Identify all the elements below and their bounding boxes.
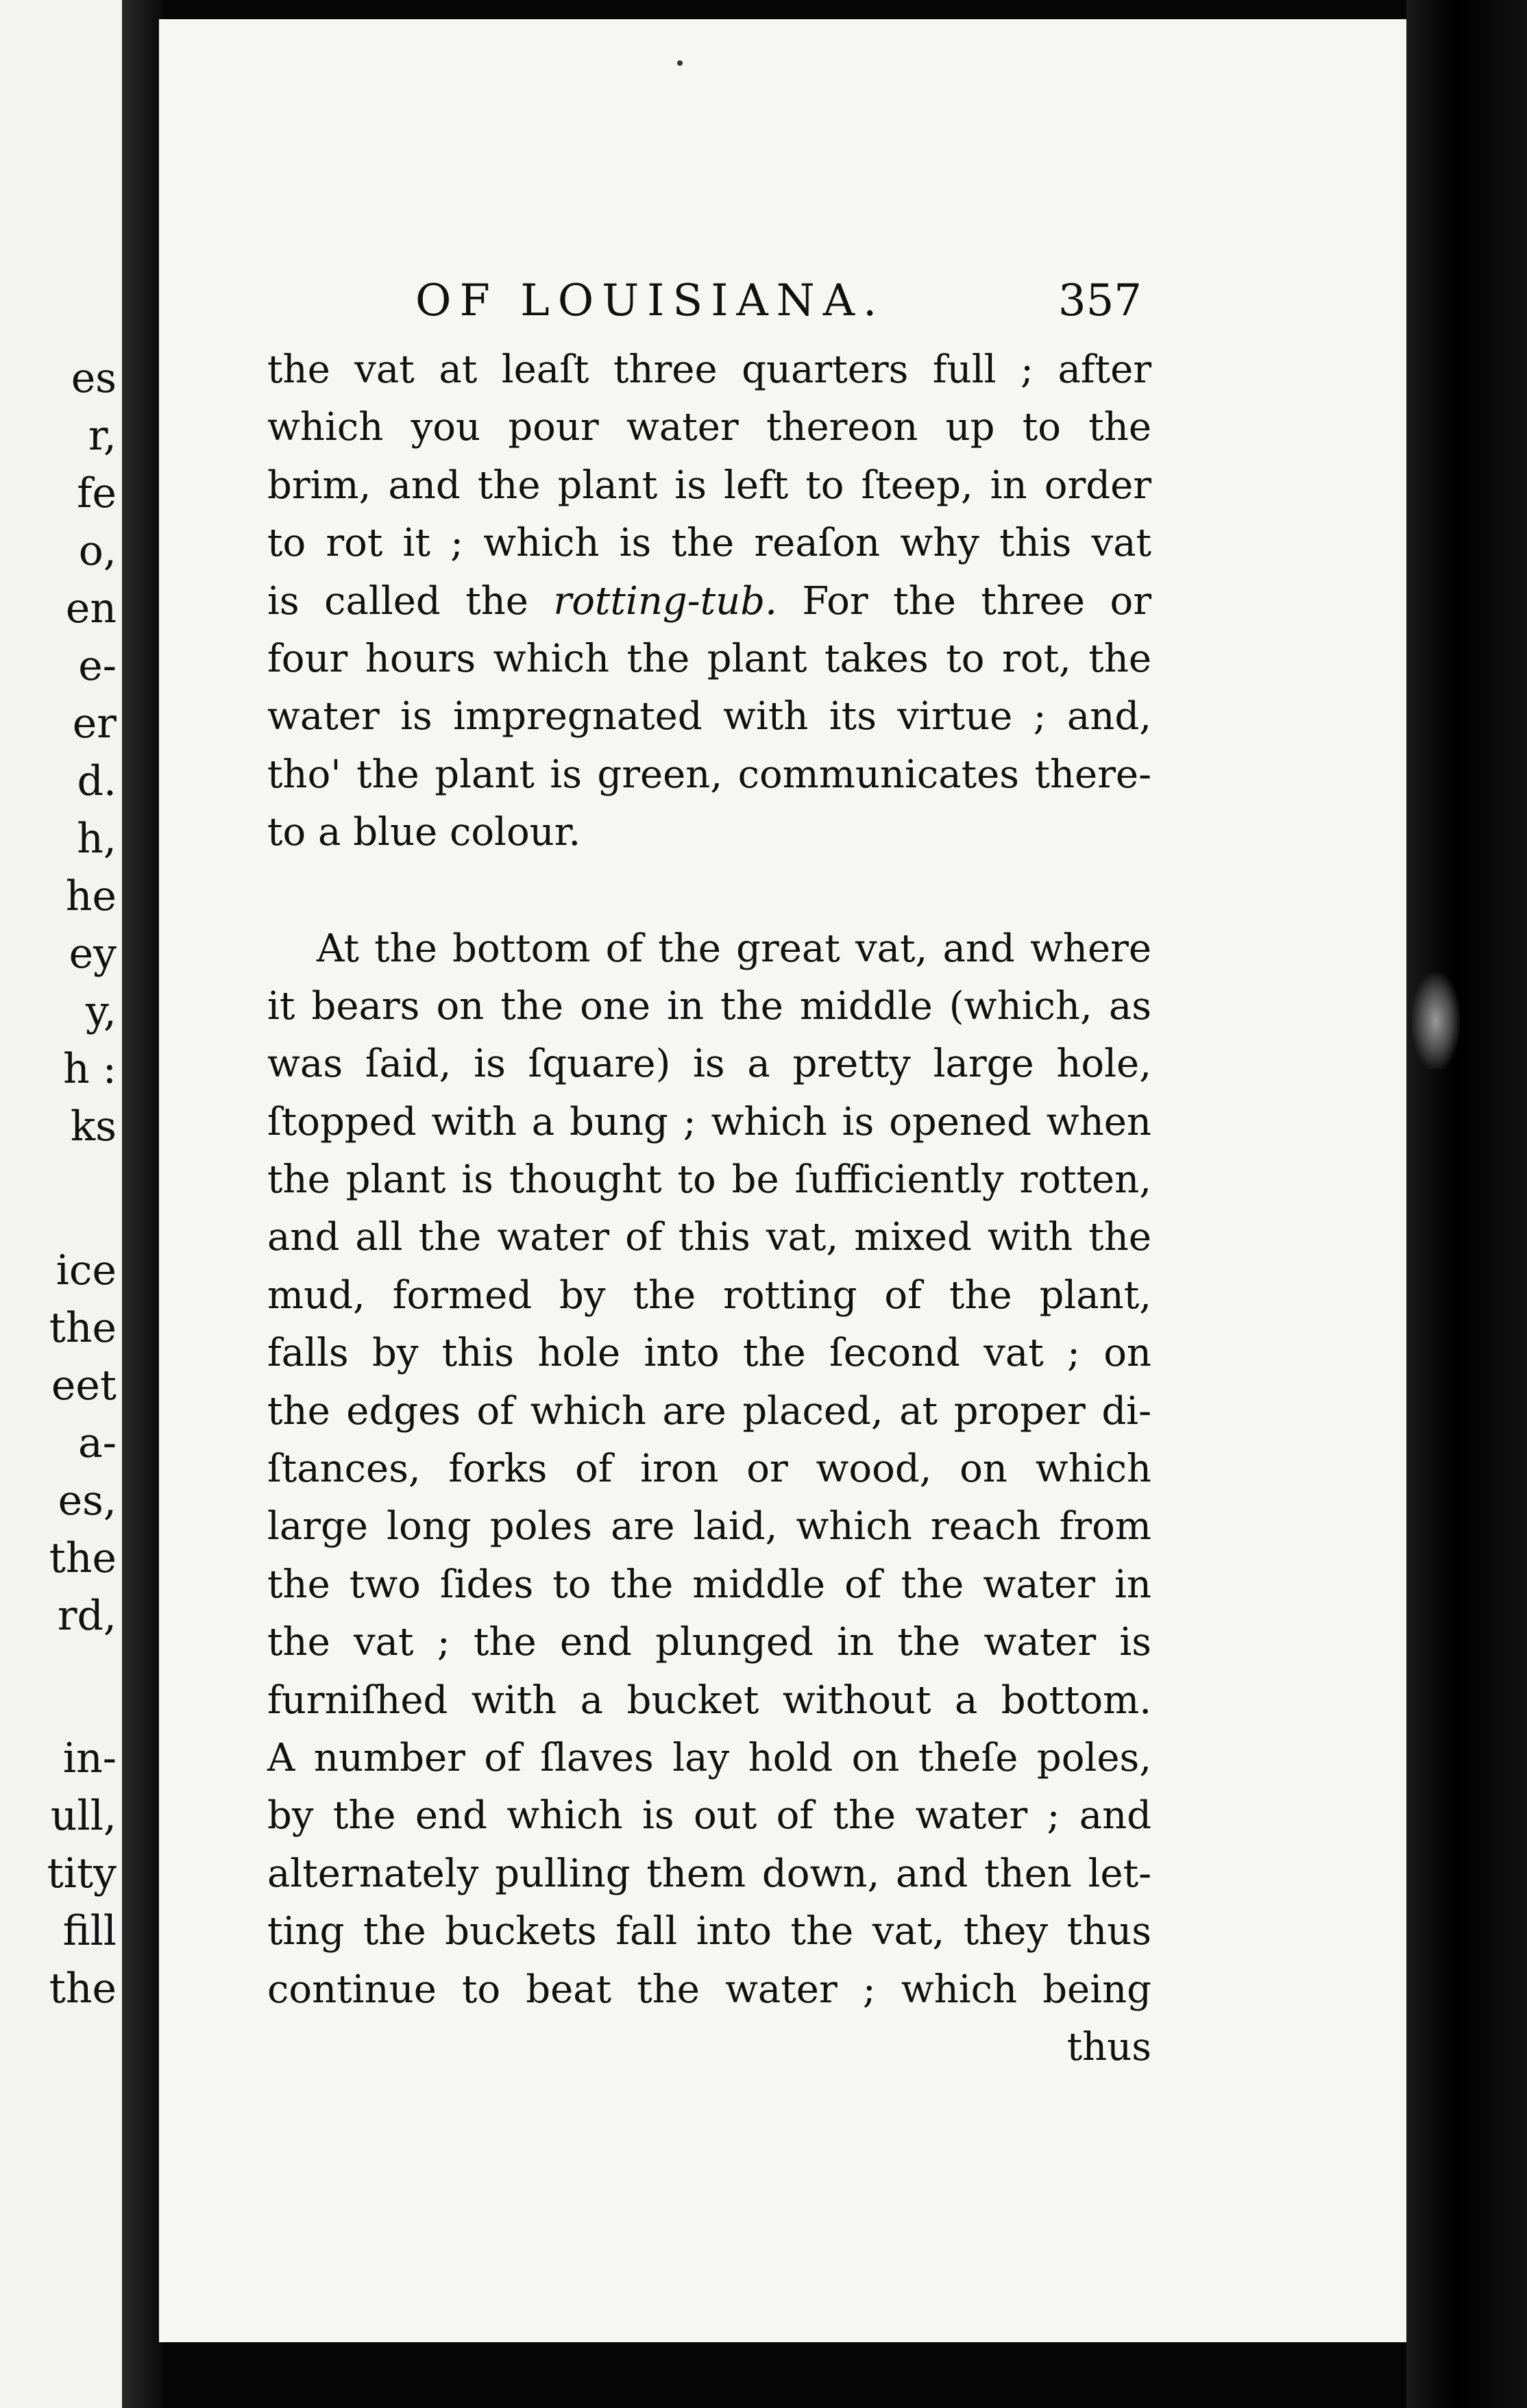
text-line: four hours which the plant takes to rot, the: [267, 636, 1151, 681]
text-line: to a blue colour.: [267, 810, 581, 855]
text-line: ting the buckets fall into the vat, they thus: [267, 1909, 1151, 1954]
facing-line: ull,: [50, 1792, 117, 1840]
text-line: which you pour water thereon up to the: [267, 405, 1151, 450]
gutter-shadow: [122, 0, 163, 2408]
text-line: [267, 573, 1151, 630]
facing-line: y,: [86, 987, 117, 1035]
text-line: falls by this hole into the ſecond vat ; on: [267, 1331, 1151, 1376]
facing-line: tity: [47, 1850, 117, 1897]
text-segment: is called the: [267, 578, 528, 624]
text-line: the plant is thought to be ſufficiently rotten,: [267, 1157, 1151, 1203]
text-line: furniſhed with a bucket without a bottom.: [267, 1678, 1151, 1723]
facing-line: ice: [56, 1246, 117, 1294]
catchword: thus: [1066, 2024, 1151, 2069]
text-line: brim, and the plant is left to ſteep, in order: [267, 463, 1151, 508]
facing-line: he: [65, 872, 117, 920]
text-line: the vat ; the end plunged in the water is: [267, 1620, 1151, 1665]
facing-line: h,: [77, 815, 117, 863]
page-header: [415, 275, 1142, 337]
facing-line: fill: [62, 1907, 117, 1955]
edge-stain: [1412, 973, 1460, 1069]
facing-line: ks: [70, 1103, 117, 1151]
facing-line: es,: [58, 1477, 117, 1525]
facing-line: ey: [69, 930, 117, 978]
text-line: it bears on the one in the middle (which, as: [267, 983, 1151, 1029]
text-line: At the bottom of the great vat, and where: [317, 926, 1151, 971]
text-line: ſtances, forks of iron or wood, on which: [267, 1447, 1151, 1492]
text-line: continue to beat the water ; which being: [267, 1967, 1151, 2012]
facing-line: the: [49, 1534, 117, 1582]
page-edge-shadow: [1406, 0, 1527, 2408]
facing-line: in-: [62, 1734, 117, 1782]
text-segment: For the three or: [802, 578, 1151, 624]
paragraph-2: [267, 920, 1151, 2077]
facing-line: es: [71, 354, 117, 402]
paragraph-1: [267, 341, 1151, 862]
text-line: and all the water of this vat, mixed with the: [267, 1215, 1151, 1260]
facing-line: en: [65, 585, 117, 632]
facing-line: the: [49, 1965, 117, 2013]
facing-line: o,: [78, 527, 117, 575]
text-line: the edges of which are placed, at proper di-: [267, 1388, 1151, 1434]
facing-line: rd,: [57, 1592, 117, 1640]
facing-line: r,: [88, 412, 117, 460]
text-line: the two ſides to the middle of the water in: [267, 1562, 1151, 1607]
body-text: [267, 341, 1151, 2076]
text-line: alternately pulling them down, and then let-: [267, 1851, 1151, 1896]
facing-line: fe: [77, 469, 117, 517]
text-line: tho' the plant is green, communicates there-: [267, 752, 1151, 797]
facing-line: the: [49, 1304, 117, 1352]
facing-page: [0, 0, 122, 2408]
facing-line: er: [72, 700, 117, 748]
italic-term: rotting-tub.: [553, 578, 777, 624]
text-line: water is impregnated with its virtue ; and,: [267, 694, 1151, 739]
text-line: was ſaid, is ſquare) is a pretty large hole,: [267, 1042, 1151, 1087]
text-line: mud, formed by the rotting of the plant,: [267, 1273, 1151, 1318]
running-head: OF LOUISIANA.: [415, 275, 885, 326]
text-line: large long poles are laid, which reach from: [267, 1504, 1151, 1549]
facing-line: e-: [78, 642, 117, 690]
page-number: 357: [1058, 275, 1142, 326]
facing-line: h :: [63, 1045, 117, 1093]
paragraph-gap: [267, 862, 1151, 920]
text-line: by the end which is out of the water ; and: [267, 1793, 1151, 1839]
text-line: the vat at leaſt three quarters full ; after: [267, 347, 1151, 392]
text-line: A number of ſlaves lay hold on theſe poles,: [267, 1735, 1151, 1780]
text-line: to rot it ; which is the reaſon why this vat: [267, 521, 1151, 566]
ink-speck: [677, 60, 683, 66]
facing-line: eet: [51, 1362, 117, 1410]
text-line: ſtopped with a bung ; which is opened when: [267, 1099, 1151, 1144]
facing-line: a-: [77, 1419, 117, 1467]
facing-line: d.: [77, 757, 117, 805]
